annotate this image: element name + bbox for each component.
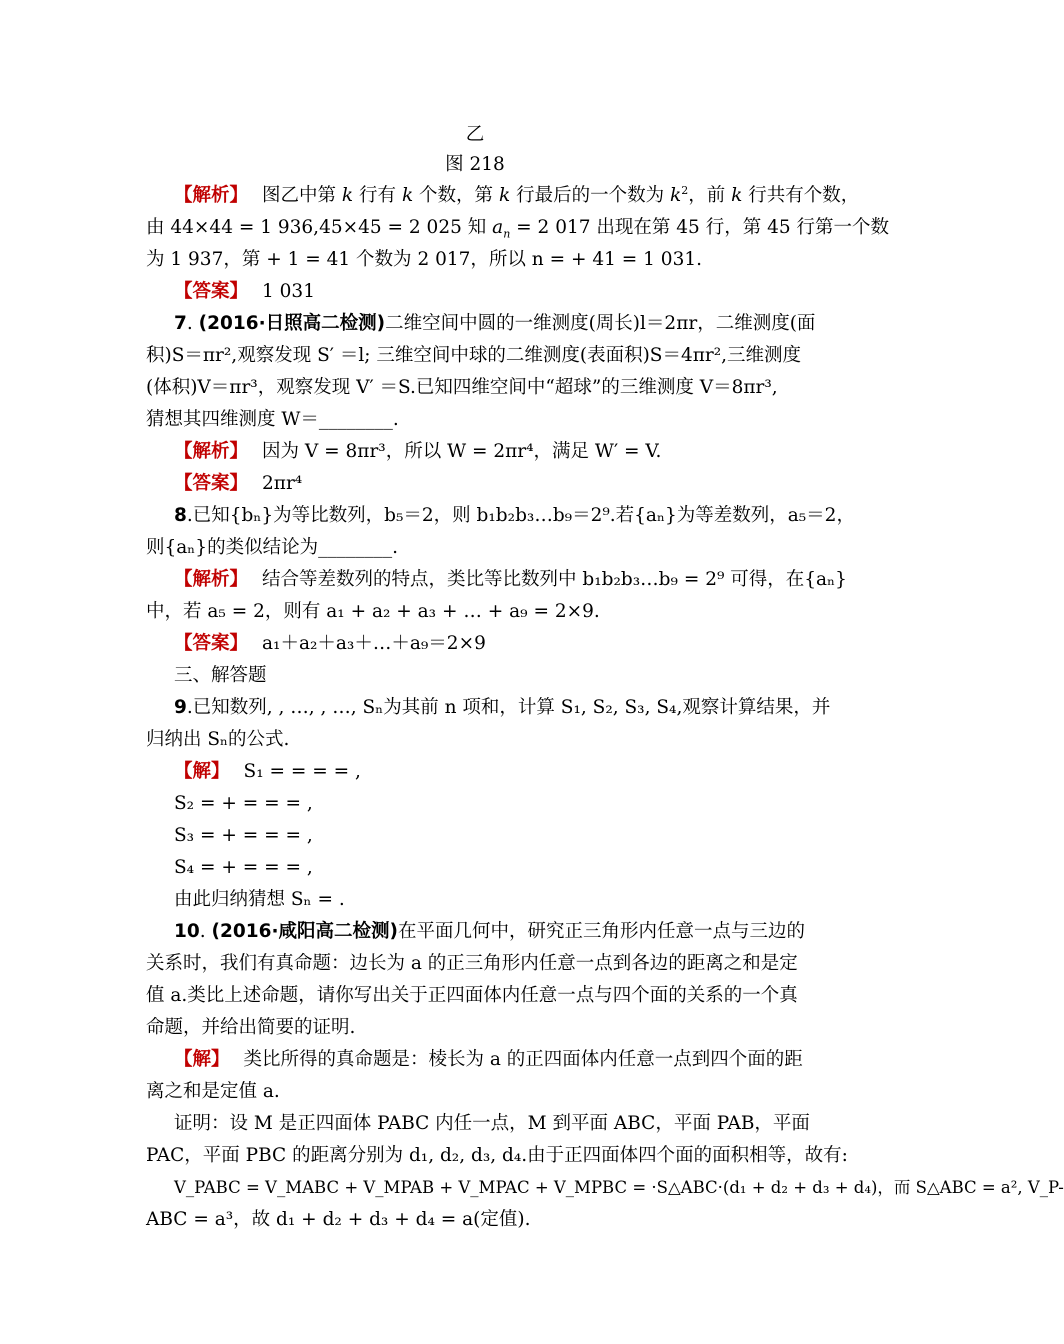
q10-proof-line4: ABC = a³，故 d₁ + d₂ + d₃ + d₄ = a(定值). (146, 1209, 531, 1230)
q7-line3: (体积)V＝πr³，观察发现 V′ ＝S.已知四维空间中“超球”的三维测度 V＝8πr³, (146, 377, 778, 398)
figure-caption: 图 218 (445, 154, 505, 175)
q7-line4: 猜想其四维测度 W＝________. (146, 409, 399, 430)
q10-line4: 命题，并给出简要的证明. (146, 1017, 356, 1038)
q7-line1: 7. (2016·日照高二检测)二维空间中圆的一维测度(周长)l＝2πr，二维测度(面 (174, 313, 816, 334)
answer-tag: 【答案】 (174, 281, 249, 302)
q9-solution-s3: S₃ = + = = = , (174, 825, 313, 846)
q7-analysis: 【解析】 因为 V = 8πr³，所以 W = 2πr⁴，满足 W′ = V. (174, 441, 662, 462)
q7-line2: 积)S＝πr²,观察发现 S′ ＝l; 三维空间中球的二维测度(表面积)S＝4πr²,三维测度 (146, 345, 802, 366)
figure-label: 乙 (465, 124, 485, 145)
q7-answer: 【答案】 2πr⁴ (174, 473, 303, 494)
q10-line1: 10. (2016·咸阳高二检测)在平面几何中，研究正三角形内任意一点与三边的 (174, 921, 805, 942)
q9-solution-s1: 【解】 S₁ = = = = , (174, 761, 361, 782)
q8-line1: 8.已知{bₙ}为等比数列，b₅＝2，则 b₁b₂b₃…b₉＝2⁹.若{aₙ}为等差数列，a₅＝2， (174, 505, 855, 526)
section-heading: 三、解答题 (174, 665, 267, 686)
q6-answer: 【答案】 1 031 (174, 281, 315, 302)
analysis-tag: 【解析】 (174, 185, 249, 206)
q8-analysis-line2: 中，若 a₅ = 2，则有 a₁ + a₂ + a₃ + … + a₉ = 2×9. (146, 601, 600, 622)
q8-line2: 则{aₙ}的类似结论为________. (146, 537, 398, 558)
q9-conclusion: 由此归纳猜想 Sₙ = . (174, 889, 345, 910)
q9-line1: 9.已知数列, , …, , …, Sₙ为其前 n 项和，计算 S₁, S₂, S₃, S₄,观察计算结果，并 (174, 697, 831, 718)
q9-solution-s4: S₄ = + = = = , (174, 857, 313, 878)
q6-analysis-line3: 为 1 937，第 + 1 = 41 个数为 2 017，所以 n = + 41 = 1 031. (146, 249, 702, 270)
q10-line2: 关系时，我们有真命题：边长为 a 的正三角形内任意一点到各边的距离之和是定 (146, 953, 798, 974)
q10-line3: 值 a.类比上述命题，请你写出关于正四面体内任意一点与四个面的关系的一个真 (146, 985, 798, 1006)
q10-solution-line2: 离之和是定值 a. (146, 1081, 280, 1102)
q10-solution-line1: 【解】 类比所得的真命题是：棱长为 a 的正四面体内任意一点到四个面的距 (174, 1049, 803, 1070)
q6-analysis-line1: 【解析】 图乙中第 k 行有 k 个数，第 k 行最后的一个数为 $k^2$，前 k 行共有个数， (174, 183, 860, 206)
q10-proof-line2: PAC，平面 PBC 的距离分别为 d₁, d₂, d₃, d₄.由于正四面体四个面的面积相等，故有: (146, 1145, 848, 1166)
q6-analysis-line2: 由 44×44 = 1 936,45×45 = 2 025 知 $a_n = 2$ 017 出现在第 45 行，第 45 行第一个数 (146, 217, 890, 241)
q9-line2: 归纳出 Sₙ的公式. (146, 729, 290, 750)
solution-tag: 【解】 (174, 761, 230, 782)
q10-proof-line1: 证明：设 M 是正四面体 PABC 内任一点，M 到平面 ABC，平面 PAB，平面 (174, 1113, 810, 1134)
q10-proof-line3: V_PABC = V_MABC + V_MPAB + V_MPAC + V_MPBC = ·S△ABC·(d₁ + d₂ + d₃ + d₄)，而 S△ABC = a², V_P- (174, 1178, 1064, 1197)
q9-solution-s2: S₂ = + = = = , (174, 793, 313, 814)
q8-answer: 【答案】 a₁＋a₂＋a₃＋…＋a₉＝2×9 (174, 633, 486, 654)
q8-analysis-line1: 【解析】 结合等差数列的特点，类比等比数列中 b₁b₂b₃…b₉ = 2⁹ 可得，在{aₙ} (174, 569, 847, 590)
